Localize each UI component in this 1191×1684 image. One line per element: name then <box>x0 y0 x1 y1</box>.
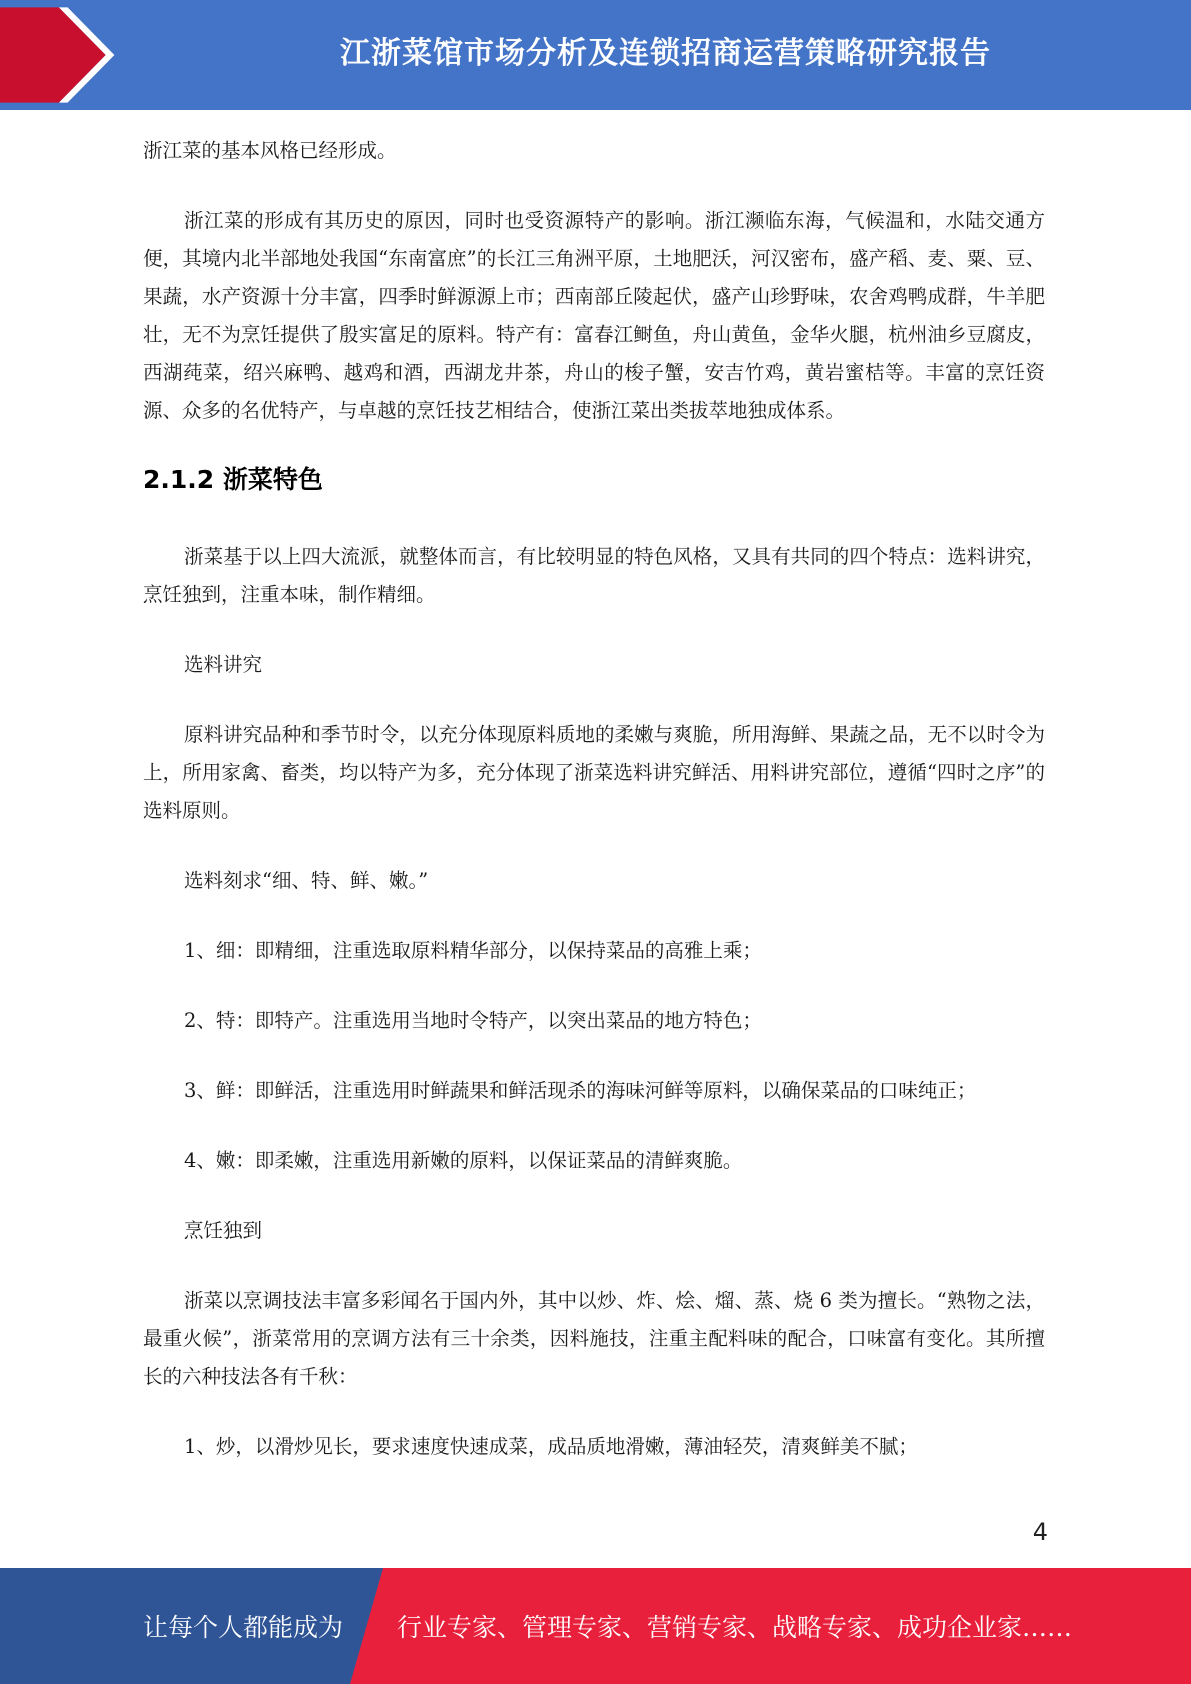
subheading: 选料讲究 <box>184 653 263 676</box>
paragraph: 选料刻求“细、特、鲜、嫩。” <box>184 869 429 892</box>
header-chevron-decoration <box>0 0 130 110</box>
paragraph: 浙菜以烹调技法丰富多彩闻名于国内外，其中以炒、炸、烩、熘、蒸、烧 6 类为擅长。“熟物之法，最重火候”，浙菜常用的烹调方法有三十余类，因料施技，注重主配料味的配合，口味富有变化。其所擅长的六种技法各有千秋： <box>143 1289 1045 1388</box>
page-footer <box>0 1568 1191 1684</box>
footer-slogan-left: 让每个人都能成为 <box>143 1613 344 1642</box>
list-item: 2、特：即特产。注重选用当地时令特产，以突出菜品的地方特色； <box>184 1009 762 1032</box>
paragraph: 原料讲究品种和季节时令，以充分体现原料质地的柔嫩与爽脆，所用海鲜、果蔬之品，无不以时令为上，所用家禽、畜类，均以特产为多，充分体现了浙菜选料讲究鲜活、用料讲究部位，遵循“四时之序”的选料原则。 <box>143 723 1045 822</box>
page-header <box>0 0 1191 110</box>
report-title: 江浙菜馆市场分析及连锁招商运营策略研究报告 <box>340 36 991 71</box>
footer-slogan-right: 行业专家、管理专家、营销专家、战略专家、成功企业家…… <box>397 1613 1073 1642</box>
list-item: 3、鲜：即鲜活，注重选用时鲜蔬果和鲜活现杀的海味河鲜等原料，以确保菜品的口味纯正； <box>184 1079 977 1102</box>
paragraph: 浙江菜的形成有其历史的原因，同时也受资源特产的影响。浙江濒临东海，气候温和，水陆交通方便，其境内北半部地处我国“东南富庶”的长江三角洲平原，土地肥沃，河汉密布，盛产稻、麦、粟、豆、果蔬，水产资源十分丰富，四季时鲜源源上市；西南部丘陵起伏，盛产山珍野味，农舍鸡鸭成群，牛羊肥壮，无不为烹饪提供了殷实富足的原料。特产有：富春江鲥鱼，舟山黄鱼，金华火腿，杭州油乡豆腐皮，西湖莼菜，绍兴麻鸭、越鸡和酒，西湖龙井茶，舟山的梭子蟹，安吉竹鸡，黄岩蜜桔等。丰富的烹饪资源、众多的名优特产，与卓越的烹饪技艺相结合，使浙江菜出类拔萃地独成体系。 <box>143 209 1045 422</box>
list-item: 1、炒，以滑炒见长，要求速度快速成菜，成品质地滑嫩，薄油轻芡，清爽鲜美不腻； <box>184 1435 918 1458</box>
section-heading: 2.1.2 浙菜特色 <box>143 465 323 494</box>
subheading: 烹饪独到 <box>184 1219 263 1242</box>
list-item: 1、细：即精细，注重选取原料精华部分，以保持菜品的高雅上乘； <box>184 939 762 962</box>
page-number: 4 <box>1032 1518 1048 1546</box>
paragraph: 浙菜基于以上四大流派，就整体而言，有比较明显的特色风格，又具有共同的四个特点：选料讲究，烹饪独到，注重本味，制作精细。 <box>143 545 1045 606</box>
document-body <box>143 132 1045 1498</box>
list-item: 4、嫩：即柔嫩，注重选用新嫩的原料，以保证菜品的清鲜爽脆。 <box>184 1149 743 1172</box>
paragraph: 浙江菜的基本风格已经形成。 <box>143 139 397 162</box>
